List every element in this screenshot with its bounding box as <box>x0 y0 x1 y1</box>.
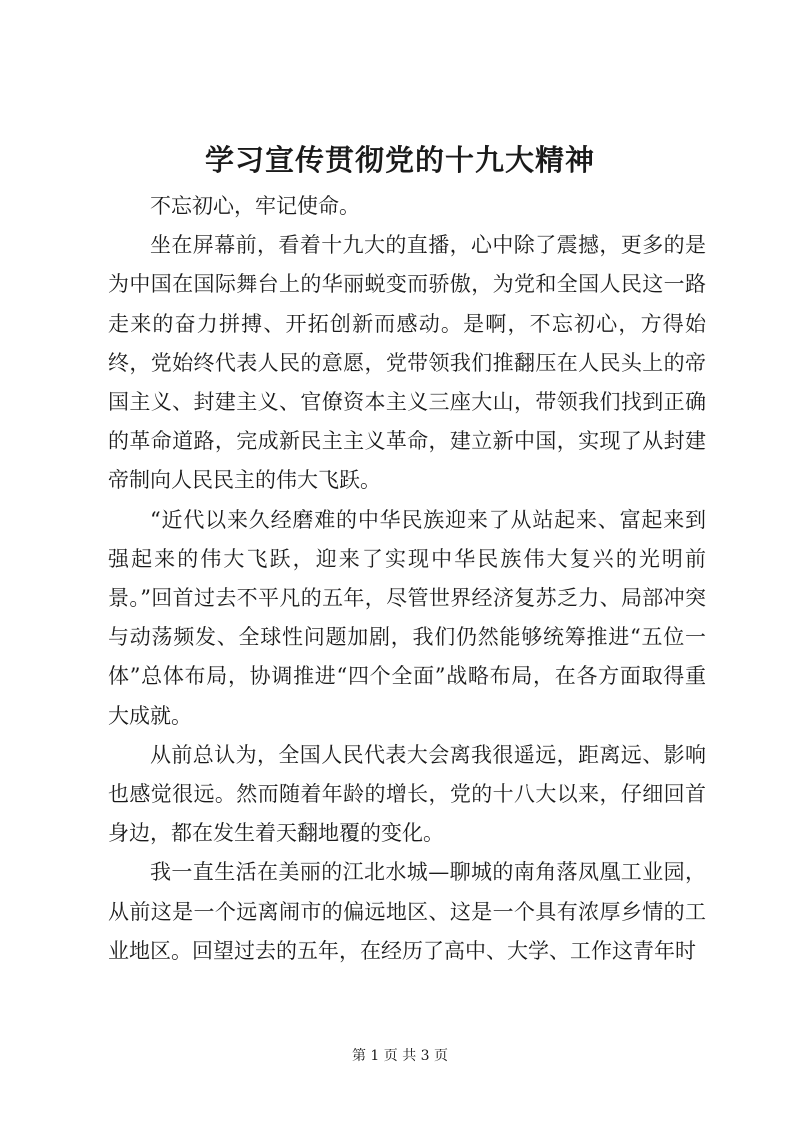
page-number-footer: 第 1 页 共 3 页 <box>351 1048 449 1064</box>
paragraph: 不忘初心，牢记使命。 <box>150 194 360 218</box>
document-body <box>108 187 706 971</box>
document-title: 学习宣传贯彻党的十九大精神 <box>204 143 595 177</box>
paragraph: 坐在屏幕前，看着十九大的直播，心中除了震撼，更多的是为中国在国际舞台上的华丽蜕变而骄傲，为党和全国人民这一路走来的奋力拼搏、开拓创新而感动。是啊，不忘初心，方得始终，党始终代表人民的意愿，党带领我们推翻压在人民头上的帝国主义、封建主义、官僚资本主义三座大山，带领我们找到正确的革命道路，完成新民主主义革命，建立新中国，实现了从封建帝制向人民民主的伟大飞跃。 <box>108 233 706 493</box>
paragraph: “近代以来久经磨难的中华民族迎来了从站起来、富起来到强起来的伟大飞跃，迎来了实现中华民族伟大复兴的光明前景。”回首过去不平凡的五年，尽管世界经济复苏乏力、局部冲突与动荡频发、全球性问题加剧，我们仍然能够统筹推进“五位一体”总体布局，协调推进“四个全面”战略布局，在各方面取得重大成就。 <box>108 507 706 728</box>
paragraph: 我一直生活在美丽的江北水城—聊城的南角落凤凰工业园，从前这是一个远离闹市的偏远地区、这是一个具有浓厚乡情的工业地区。回望过去的五年，在经历了高中、大学、工作这青年时 <box>108 860 706 963</box>
paragraph: 从前总认为，全国人民代表大会离我很遥远，距离远、影响也感觉很远。然而随着年龄的增长，党的十八大以来，仔细回首身边，都在发生着天翻地覆的变化。 <box>108 742 706 846</box>
